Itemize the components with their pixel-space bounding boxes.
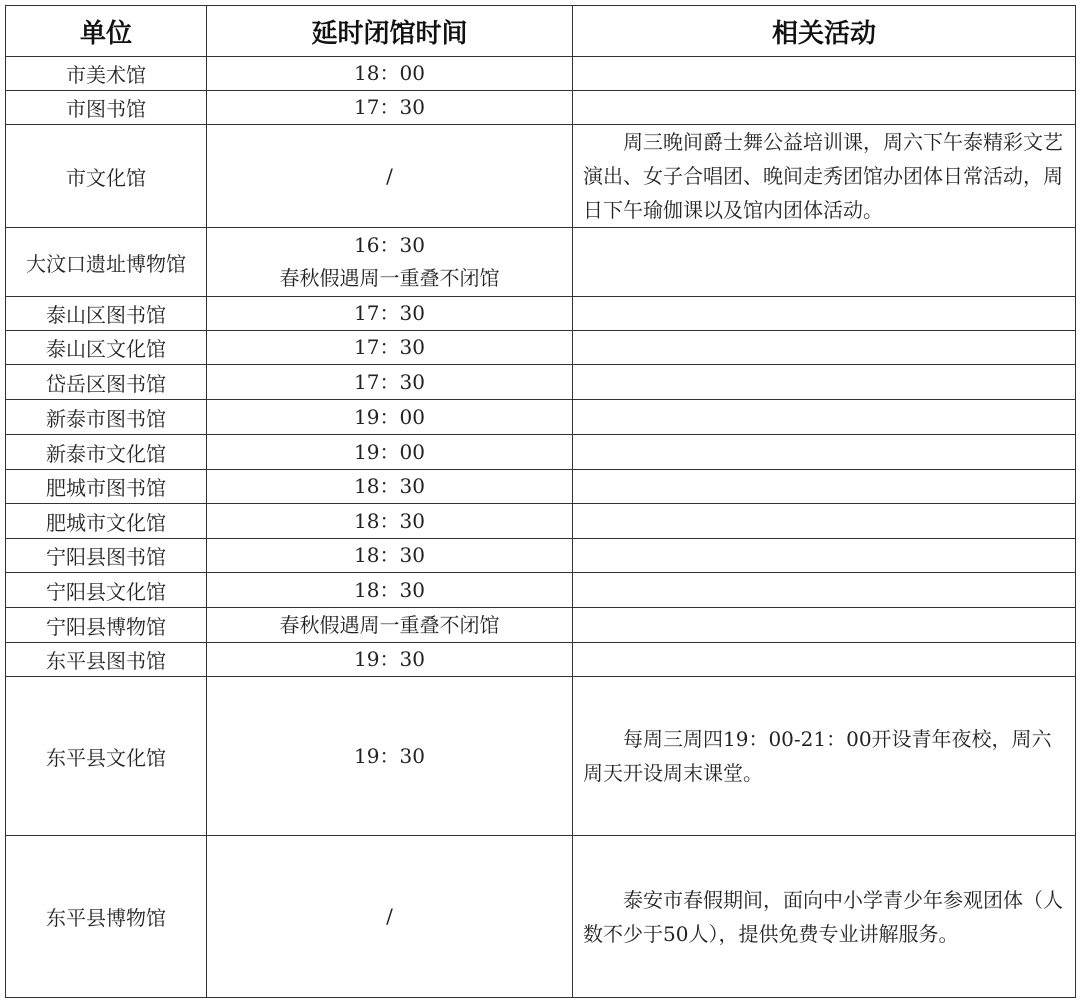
unit-cell: 市文化馆 [6, 125, 207, 228]
header-closing-time: 延时闭馆时间 [207, 6, 573, 57]
activity-cell [573, 331, 1076, 365]
closing-time-text: 16：30 [354, 233, 425, 257]
closing-time-cell [207, 57, 573, 91]
closing-time-cell [207, 435, 573, 470]
unit-cell: 市美术馆 [6, 57, 207, 91]
closing-time-text: 19：00 [354, 404, 425, 429]
closing-time-text: 17：30 [354, 95, 425, 119]
closing-time-text: 17：30 [354, 369, 425, 394]
closing-time-text: 18：30 [354, 508, 425, 533]
closing-time-cell [207, 643, 573, 677]
activity-cell [573, 400, 1076, 435]
closing-time-text: / [386, 904, 393, 928]
activity-cell [573, 504, 1076, 539]
unit-cell: 泰山区文化馆 [6, 331, 207, 365]
unit-cell: 东平县图书馆 [6, 643, 207, 677]
table-row [6, 365, 1076, 400]
activity-cell [573, 643, 1076, 677]
closing-time-cell [207, 677, 573, 836]
table-row [6, 677, 1076, 836]
table-row [6, 297, 1076, 331]
closing-time-text: 17：30 [354, 335, 425, 359]
closing-time-text: 18：30 [354, 577, 425, 602]
header-unit: 单位 [6, 6, 207, 57]
closing-time-cell [207, 504, 573, 539]
unit-cell: 大汶口遗址博物馆 [6, 228, 207, 297]
activity-text: 周三晚间爵士舞公益培训课，周六下午泰精彩文艺演出、女子合唱团、晚间走秀团馆办团体日常活动，周日下午瑜伽课以及馆内团体活动。 [583, 130, 1063, 222]
unit-cell: 东平县文化馆 [6, 677, 207, 836]
activity-cell [573, 677, 1076, 836]
activity-cell [573, 435, 1076, 470]
table-row [6, 91, 1076, 125]
unit-cell: 新泰市文化馆 [6, 435, 207, 470]
closing-time-cell [207, 836, 573, 998]
table-row [6, 539, 1076, 573]
table-row [6, 836, 1076, 998]
closing-time-cell [207, 365, 573, 400]
activity-cell [573, 57, 1076, 91]
header-row [6, 6, 1076, 57]
closing-time-cell [207, 297, 573, 331]
table-row [6, 573, 1076, 608]
unit-cell: 宁阳县图书馆 [6, 539, 207, 573]
table-row [6, 435, 1076, 470]
activity-cell [573, 228, 1076, 297]
unit-cell: 岱岳区图书馆 [6, 365, 207, 400]
activity-cell [573, 125, 1076, 228]
table-row [6, 470, 1076, 504]
closing-time-cell [207, 573, 573, 608]
unit-cell: 宁阳县文化馆 [6, 573, 207, 608]
closing-time-cell [207, 91, 573, 125]
activity-cell [573, 573, 1076, 608]
closing-time-text: 17：30 [354, 301, 425, 325]
unit-cell: 新泰市图书馆 [6, 400, 207, 435]
activity-cell [573, 297, 1076, 331]
closing-time-text: 18：30 [354, 543, 425, 567]
unit-cell: 肥城市文化馆 [6, 504, 207, 539]
activity-cell [573, 365, 1076, 400]
table-row [6, 125, 1076, 228]
closing-time-text: 春秋假遇周一重叠不闭馆 [279, 612, 500, 637]
unit-cell: 宁阳县博物馆 [6, 608, 207, 643]
closing-time-text: 春秋假遇周一重叠不闭馆 [279, 266, 500, 290]
table-row [6, 504, 1076, 539]
header-activities: 相关活动 [573, 6, 1076, 57]
table-row [6, 608, 1076, 643]
closing-time-text: 19：30 [354, 743, 425, 768]
table-row [6, 643, 1076, 677]
activity-text: 泰安市春假期间，面向中小学青少年参观团体（人数不少于50人），提供免费专业讲解服务。 [583, 887, 1063, 946]
closing-time-cell [207, 608, 573, 643]
schedule-table [5, 5, 1076, 998]
closing-time-text: 18：00 [354, 61, 425, 85]
activity-cell [573, 91, 1076, 125]
activity-text: 每周三周四19：00-21：00开设青年夜校，周六周天开设周末课堂。 [583, 727, 1052, 785]
closing-time-text: 19：30 [354, 647, 425, 671]
closing-time-text: 18：30 [354, 474, 425, 498]
table-row [6, 57, 1076, 91]
activity-cell [573, 470, 1076, 504]
table-row [6, 331, 1076, 365]
table-row [6, 400, 1076, 435]
closing-time-text: / [386, 163, 393, 188]
unit-cell: 泰山区图书馆 [6, 297, 207, 331]
closing-time-cell [207, 331, 573, 365]
unit-cell: 东平县博物馆 [6, 836, 207, 998]
closing-time-text: 19：00 [354, 439, 425, 464]
closing-time-cell [207, 470, 573, 504]
activity-cell [573, 608, 1076, 643]
closing-time-cell [207, 539, 573, 573]
closing-time-cell [207, 400, 573, 435]
unit-cell: 肥城市图书馆 [6, 470, 207, 504]
closing-time-cell [207, 228, 573, 297]
table-row [6, 228, 1076, 297]
table-body [6, 57, 1076, 998]
activity-cell [573, 836, 1076, 998]
closing-time-cell [207, 125, 573, 228]
unit-cell: 市图书馆 [6, 91, 207, 125]
activity-cell [573, 539, 1076, 573]
